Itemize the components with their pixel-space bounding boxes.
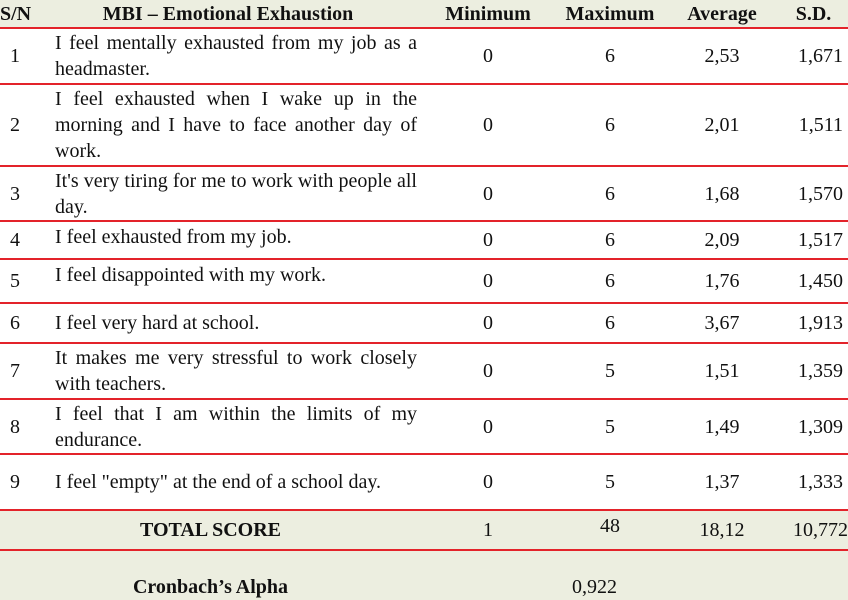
row-maximum: 5 [605, 415, 615, 438]
row-average: 3,67 [704, 312, 740, 334]
row-minimum: 0 [483, 114, 493, 136]
table-row [0, 454, 848, 510]
row-sd: 1,359 [798, 360, 843, 382]
row-maximum: 6 [605, 270, 615, 292]
row-maximum: 6 [605, 182, 615, 205]
cronbach-alpha-value: 0,922 [572, 576, 617, 598]
row-sn: 8 [10, 415, 20, 438]
row-sd: 1,517 [798, 229, 843, 251]
header-sd: S.D. [779, 0, 848, 28]
row-item: I feel disappointed with my work. [55, 264, 327, 286]
row-sd: 1,450 [798, 270, 843, 292]
table-row [0, 221, 848, 259]
row-minimum: 0 [483, 471, 493, 493]
row-average: 1,68 [704, 182, 740, 205]
row-sd: 1,671 [798, 45, 843, 67]
table-row [0, 84, 848, 166]
cronbach-alpha-row [0, 550, 848, 600]
row-item: I feel exhausted when I wake up in the morning and I have to face another day of work. [55, 88, 417, 162]
table-row [0, 303, 848, 343]
header-minimum: Minimum [421, 0, 555, 28]
total-score-row [0, 510, 848, 550]
total-minimum: 1 [483, 519, 493, 541]
row-minimum: 0 [483, 312, 493, 334]
row-minimum: 0 [483, 360, 493, 382]
row-item: I feel "empty" at the end of a school day. [55, 471, 382, 493]
table-row [0, 399, 848, 454]
row-sn: 2 [10, 114, 20, 136]
row-item: It makes me very stressful to work closely with teachers. [55, 347, 417, 395]
row-minimum: 0 [483, 229, 493, 251]
row-item: I feel mentally exhausted from my job as a headmaster. [55, 32, 417, 80]
row-sn: 5 [10, 270, 20, 292]
row-average: 1,76 [704, 270, 740, 292]
row-maximum: 6 [605, 45, 615, 67]
row-sn: 6 [10, 312, 20, 334]
total-maximum: 48 [600, 515, 620, 537]
total-score-label: TOTAL SCORE [140, 519, 281, 541]
header-maximum: Maximum [555, 0, 665, 28]
row-sd: 1,511 [798, 114, 843, 136]
row-average: 2,53 [704, 45, 740, 67]
row-minimum: 0 [483, 182, 493, 205]
row-minimum: 0 [483, 415, 493, 438]
row-maximum: 5 [605, 360, 615, 382]
table-row [0, 343, 848, 399]
header-item: MBI – Emotional Exhaustion [35, 0, 421, 28]
row-item: I feel that I am within the limits of my endurance. [55, 402, 417, 451]
row-minimum: 0 [483, 270, 493, 292]
row-item: I feel exhausted from my job. [55, 226, 292, 248]
row-sd: 1,570 [798, 182, 843, 205]
row-sd: 1,333 [798, 471, 843, 493]
table-row [0, 28, 848, 84]
header-row [0, 0, 848, 28]
row-sn: 7 [10, 360, 20, 382]
row-sd: 1,309 [798, 415, 843, 438]
cronbach-alpha-label: Cronbach’s Alpha [132, 576, 289, 598]
total-sd: 10,772 [793, 519, 848, 541]
row-average: 1,51 [704, 360, 740, 382]
row-maximum: 5 [605, 471, 615, 493]
header-average: Average [665, 0, 779, 28]
header-sn: S/N [0, 0, 35, 28]
row-sn: 3 [10, 182, 20, 205]
row-sn: 9 [10, 471, 20, 493]
row-maximum: 6 [605, 312, 615, 334]
row-average: 1,37 [704, 471, 740, 493]
row-item: I feel very hard at school. [55, 312, 260, 334]
table-row [0, 259, 848, 303]
row-sn: 1 [10, 45, 20, 67]
row-maximum: 6 [605, 114, 615, 136]
row-maximum: 6 [605, 229, 615, 251]
row-sd: 1,913 [798, 312, 843, 334]
row-average: 1,49 [704, 415, 740, 438]
row-minimum: 0 [483, 45, 493, 67]
row-item: It's very tiring for me to work with people all day. [55, 169, 417, 218]
row-sn: 4 [10, 229, 20, 251]
table-row [0, 166, 848, 221]
row-average: 2,01 [704, 114, 740, 136]
row-average: 2,09 [704, 229, 740, 251]
total-average: 18,12 [699, 519, 745, 541]
